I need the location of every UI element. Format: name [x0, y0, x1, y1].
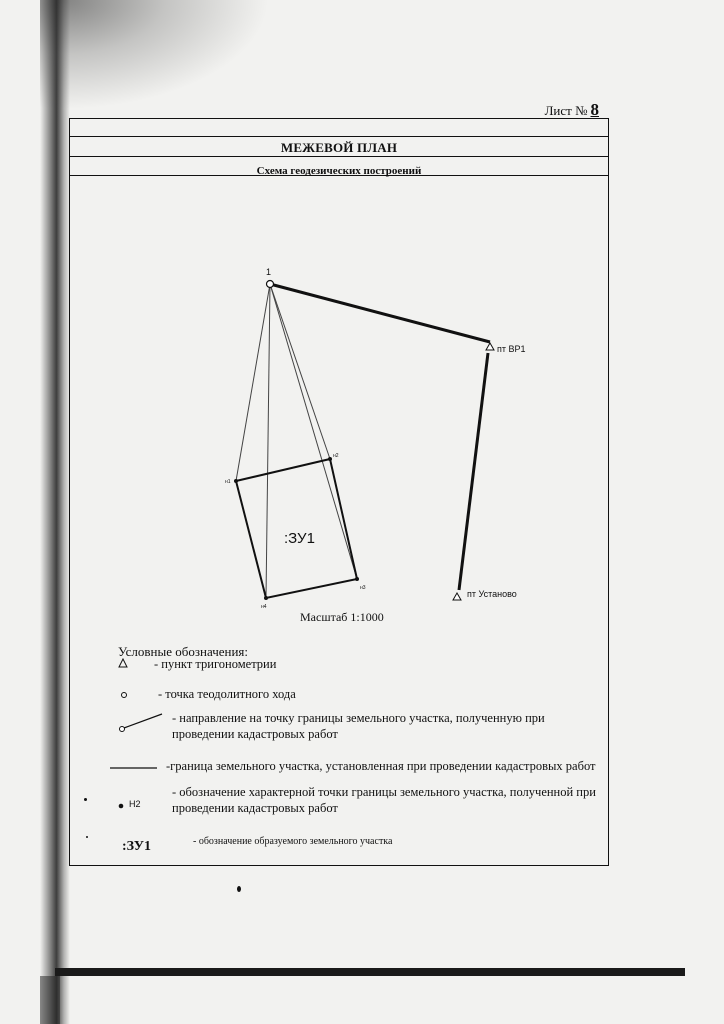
- legend-boundary-point-icon: [119, 804, 124, 809]
- boundary-point-n4: [264, 596, 268, 600]
- sheet-label-text: Лист №: [544, 103, 588, 118]
- point-label-n1: н1: [225, 479, 231, 485]
- page-title: МЕЖЕВОЙ ПЛАН: [280, 140, 398, 155]
- legend-direction-line-icon: [124, 714, 162, 728]
- point-label-n4: н4: [261, 604, 267, 610]
- direction-line-n1: [236, 284, 270, 481]
- point-label-n3: н3: [360, 585, 366, 591]
- traverse-line-1-vr1: [270, 284, 490, 342]
- page-subtitle: Схема геодезических построений: [256, 165, 422, 177]
- legend-parcel-symbol: :ЗУ1: [122, 839, 151, 854]
- boundary-point-n1: [234, 479, 238, 483]
- scale-label: Масштаб 1:1000: [300, 610, 384, 624]
- boundary-point-n3: [355, 577, 359, 581]
- trig-point-ustanovo-icon: [453, 593, 461, 600]
- trig-point-vr1-icon: [486, 343, 494, 350]
- legend-item-boundary: -граница земельного участка, установленная при проведении кадастровых работ: [166, 759, 596, 773]
- boundary-point-n2: [328, 457, 332, 461]
- point-label-n2: н2: [333, 453, 339, 459]
- sheet-number: 8: [590, 100, 599, 119]
- legend-item-traverse-point: - точка теодолитного хода: [158, 687, 296, 701]
- legend-item-direction: [172, 710, 592, 742]
- traverse-line-vr1-ustanovo: [459, 353, 488, 590]
- legend-item-trig: - пункт тригонометрии: [154, 657, 277, 671]
- legend-trig-icon: [119, 659, 127, 667]
- legend-item-boundary-point-text: - обозначение характерной точки границы земельного участка, полученной при проведении кадастровых работ: [172, 785, 596, 815]
- legend-traverse-point-icon: [122, 693, 127, 698]
- legend-direction-circle-icon: [120, 727, 125, 732]
- point-label-vr1: пт ВР1: [497, 344, 526, 354]
- legend-boundary-point-label: Н2: [129, 799, 141, 809]
- legend-item-boundary-point: [172, 784, 632, 816]
- parcel-boundary: [236, 459, 357, 598]
- direction-line-n4: [266, 284, 270, 598]
- point-label-ustanovo: пт Установо: [467, 589, 517, 599]
- legend-title: Условные обозначения:: [118, 644, 249, 659]
- legend-item-parcel: - обозначение образуемого земельного участка: [193, 836, 393, 847]
- parcel-label: :ЗУ1: [284, 530, 315, 547]
- point-label-1: 1: [266, 267, 272, 277]
- legend-item-direction-text: - направление на точку границы земельного участка, полученную при проведении кадастровых работ: [172, 711, 545, 741]
- direction-line-n2: [270, 284, 330, 459]
- traverse-point-1: [267, 281, 274, 288]
